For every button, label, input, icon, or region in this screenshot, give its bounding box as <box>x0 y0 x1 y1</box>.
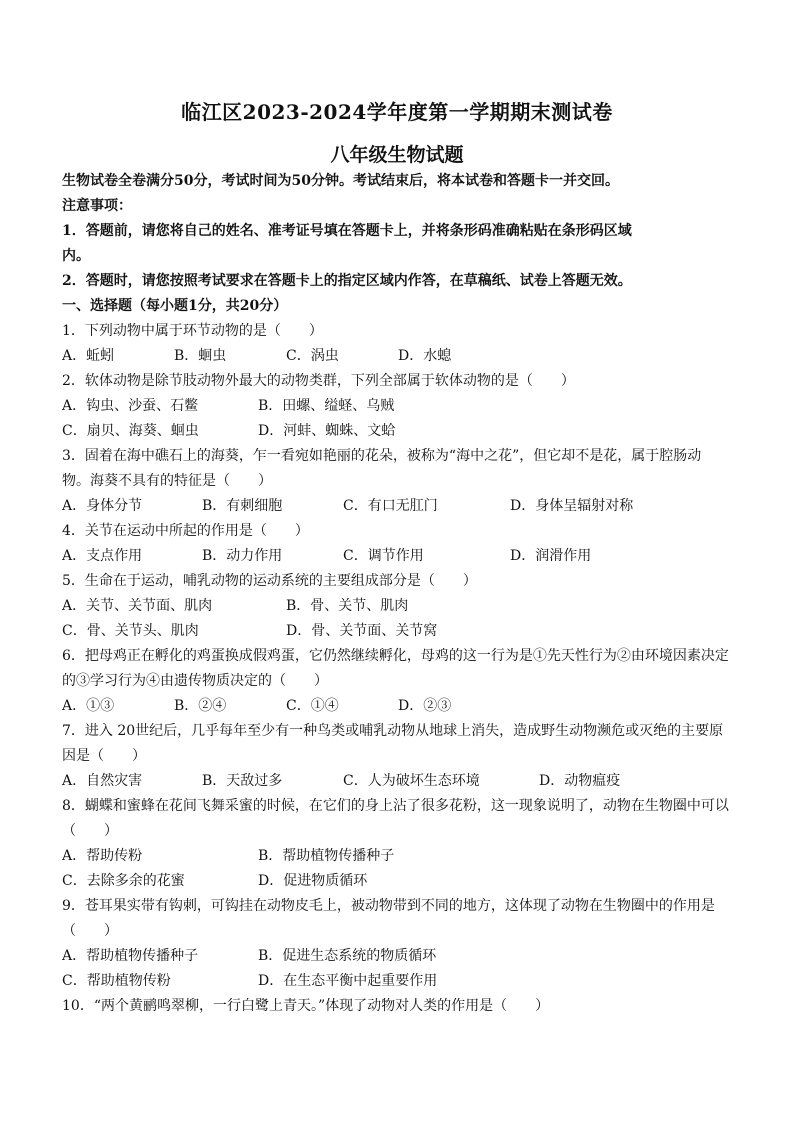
question-stem: 4．关节在运动中所起的作用是（ ） <box>62 523 309 539</box>
option-b: B．促进生态系统的物质循环 <box>258 948 437 964</box>
question-options <box>62 772 738 797</box>
option-b: B．帮助植物传播种子 <box>258 848 395 864</box>
option-a: A．身体分节 <box>62 498 143 514</box>
question-options <box>62 397 738 422</box>
option-c: C．①④ <box>286 698 339 714</box>
question-stem: 6．把母鸡正在孵化的鸡蛋换成假鸡蛋，它仍然继续孵化，母鸡的这一行为是①先天性行为②由环境因素决定 <box>62 648 729 664</box>
option-c: C．帮助植物传粉 <box>62 973 171 989</box>
option-b: B．天敌过多 <box>202 773 283 789</box>
option-c: C．有口无肛门 <box>343 498 438 514</box>
section-heading: 一、选择题（每小题1分，共20分） <box>62 298 288 314</box>
question-stem: 9．苍耳果实带有钩刺，可钩挂在动物皮毛上，被动物带到不同的地方，这体现了动物在生物圈中的作用是 <box>62 898 715 914</box>
option-d: D．动物瘟疫 <box>539 773 621 789</box>
option-b: B．骨、关节、肌肉 <box>286 598 409 614</box>
question-stem-cont: （ ） <box>62 823 118 839</box>
option-a: A．关节、关节面、肌肉 <box>62 598 213 614</box>
question-options <box>62 597 738 622</box>
option-a: A．自然灾害 <box>62 773 143 789</box>
option-d: D．促进物质循环 <box>258 873 368 889</box>
question-options <box>62 422 738 447</box>
option-a: A．蚯蚓 <box>62 348 115 364</box>
option-c: C．扇贝、海葵、蛔虫 <box>62 423 199 439</box>
notice-item-1-cont: 内。 <box>62 248 90 264</box>
exam-subtitle: 八年级生物试题 <box>330 144 464 166</box>
option-b: B．动力作用 <box>202 548 283 564</box>
option-c: C．去除多余的花蜜 <box>62 873 185 889</box>
question-stem-cont: 物。海葵不具有的特征是（ ） <box>62 473 272 489</box>
option-b: B．蛔虫 <box>174 348 227 364</box>
notice-item-2: 2．答题时，请您按照考试要求在答题卡上的指定区域内作答，在草稿纸、试卷上答题无效。 <box>62 273 632 289</box>
notice-heading: 注意事项： <box>62 198 132 214</box>
question-stem: 8．蝴蝶和蜜蜂在花间飞舞采蜜的时候，在它们的身上沾了很多花粉，这一现象说明了，动物在生物圈中可以 <box>62 798 729 814</box>
notice-item-1: 1．答题前，请您将自己的姓名、准考证号填在答题卡上，并将条形码准确粘贴在条形码区域 <box>62 223 632 239</box>
question-stem: 7．进入 20世纪后，几乎每年至少有一种鸟类或哺乳动物从地球上消失，造成野生动物濒危或灭绝的主要原 <box>62 723 724 739</box>
option-c: C．骨、关节头、肌肉 <box>62 623 199 639</box>
option-a: A．帮助传粉 <box>62 848 143 864</box>
option-d: D．②③ <box>398 698 452 714</box>
question-options <box>62 947 738 972</box>
option-d: D．润滑作用 <box>510 548 592 564</box>
option-d: D．在生态平衡中起重要作用 <box>258 973 438 989</box>
exam-title: 临江区2023-2024学年度第一学期期末测试卷 <box>181 100 613 124</box>
question-stem: 3．固着在海中礁石上的海葵，乍一看宛如艳丽的花朵，被称为“海中之花”，但它却不是花，属于腔肠动 <box>62 448 702 464</box>
option-a: A．钩虫、沙蚕、石鳖 <box>62 398 199 414</box>
option-a: A．①③ <box>62 698 115 714</box>
question-stem-cont: 的③学习行为④由遗传物质决定的（ ） <box>62 673 328 689</box>
question-options <box>62 872 738 897</box>
exam-content <box>62 172 738 1022</box>
question-options <box>62 622 738 647</box>
option-c: C．调节作用 <box>343 548 424 564</box>
question-options <box>62 847 738 872</box>
question-stem: 10．“两个黄鹂鸣翠柳，一行白鹭上青天。”体现了动物对人类的作用是（ ） <box>62 998 550 1014</box>
option-d: D．河蚌、蜘蛛、文蛤 <box>258 423 396 439</box>
option-d: D．身体呈辐射对称 <box>510 498 634 514</box>
option-d: D．骨、关节面、关节窝 <box>286 623 438 639</box>
option-b: B．②④ <box>174 698 227 714</box>
question-options <box>62 347 738 372</box>
option-d: D．水螅 <box>398 348 452 364</box>
question-stem: 2．软体动物是除节肢动物外最大的动物类群，下列全部属于软体动物的是（ ） <box>62 373 575 389</box>
exam-instructions: 生物试卷全卷满分50分，考试时间为50分钟。考试结束后，将本试卷和答题卡一并交回。 <box>62 173 619 189</box>
option-a: A．帮助植物传播种子 <box>62 948 199 964</box>
option-b: B．田螺、缢蛏、乌贼 <box>258 398 395 414</box>
option-c: C．人为破坏生态环境 <box>343 773 480 789</box>
question-options <box>62 547 738 572</box>
option-b: B．有刺细胞 <box>202 498 283 514</box>
question-stem: 1．下列动物中属于环节动物的是（ ） <box>62 323 323 339</box>
question-options <box>62 497 738 522</box>
question-stem-cont: 因是（ ） <box>62 748 146 764</box>
question-options <box>62 972 738 997</box>
option-c: C．涡虫 <box>286 348 339 364</box>
option-a: A．支点作用 <box>62 548 143 564</box>
question-stem-cont: （ ） <box>62 923 118 939</box>
question-options <box>62 697 738 722</box>
question-stem: 5．生命在于运动，哺乳动物的运动系统的主要组成部分是（ ） <box>62 573 477 589</box>
